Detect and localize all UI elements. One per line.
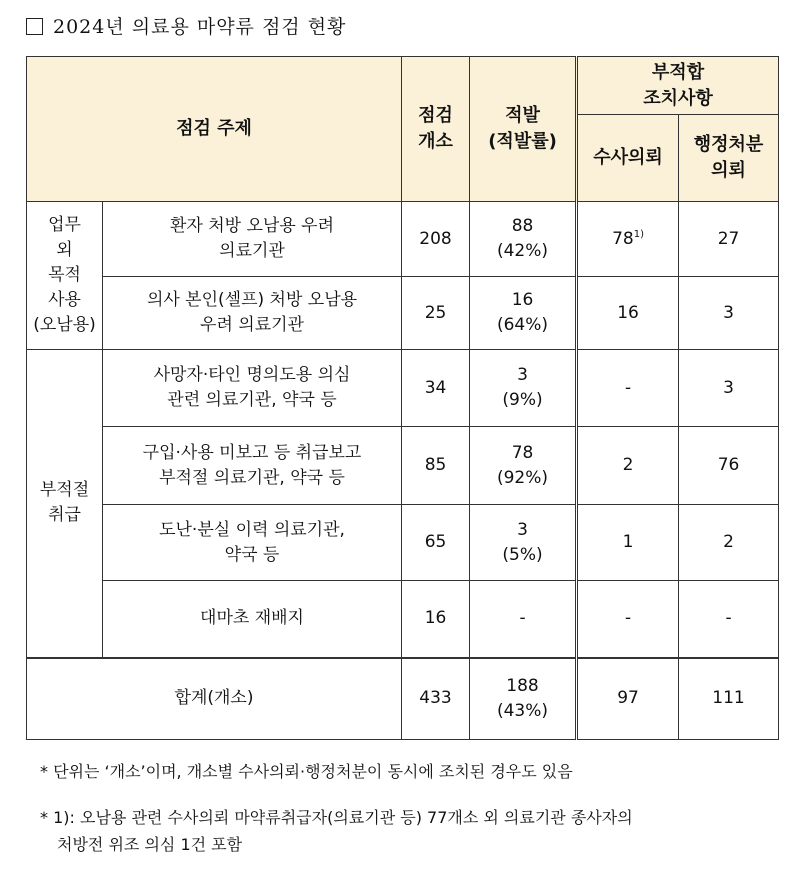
- row-subject: 도난·분실 이력 의료기관, 약국 등: [103, 505, 402, 581]
- row-admin: 76: [679, 427, 779, 505]
- total-label: 합계(개소): [27, 658, 402, 740]
- row-subject: 구입·사용 미보고 등 취급보고 부적절 의료기관, 약국 등: [103, 427, 402, 505]
- row-subject: 사망자·타인 명의도용 의심 관련 의료기관, 약국 등: [103, 350, 402, 427]
- total-row: [27, 658, 779, 740]
- table-row: [27, 277, 779, 350]
- row-investigation: 1: [577, 505, 679, 581]
- header-investigation: 수사의뢰: [577, 115, 679, 202]
- row-count: 85: [402, 427, 470, 505]
- row-found: 78 (92%): [470, 427, 577, 505]
- row-count: 25: [402, 277, 470, 350]
- row-count: 34: [402, 350, 470, 427]
- row-found: 3 (5%): [470, 505, 577, 581]
- row-count: 208: [402, 202, 470, 277]
- total-count: 433: [402, 658, 470, 740]
- row-investigation: -: [577, 350, 679, 427]
- total-found: 188 (43%): [470, 658, 577, 740]
- category-improper-handling: 부적절 취급: [27, 350, 103, 658]
- row-found: 16 (64%): [470, 277, 577, 350]
- row-investigation: 78$^{1)}$: [577, 202, 679, 277]
- row-found: 88 (42%): [470, 202, 577, 277]
- header-row-1: [27, 57, 779, 115]
- table-row: [27, 350, 779, 427]
- row-investigation: -: [577, 581, 679, 658]
- row-subject: 의사 본인(셀프) 처방 오남용 우려 의료기관: [103, 277, 402, 350]
- footnote-mark: 1): [633, 228, 644, 240]
- row-investigation: 16: [577, 277, 679, 350]
- row-admin: 2: [679, 505, 779, 581]
- checkbox-square-icon: [26, 18, 43, 35]
- row-admin: 3: [679, 350, 779, 427]
- row-admin: 27: [679, 202, 779, 277]
- total-admin: 111: [679, 658, 779, 740]
- row-subject: 대마초 재배지: [103, 581, 402, 658]
- row-found: -: [470, 581, 577, 658]
- header-found: 적발 (적발률): [470, 57, 577, 202]
- table-row: [27, 505, 779, 581]
- row-subject: 환자 처방 오남용 우려 의료기관: [103, 202, 402, 277]
- header-actions: 부적합 조치사항: [577, 57, 779, 115]
- table-row: [27, 581, 779, 658]
- row-found: 3 (9%): [470, 350, 577, 427]
- total-investigation: 97: [577, 658, 679, 740]
- table-row: [27, 427, 779, 505]
- row-count: 16: [402, 581, 470, 658]
- row-investigation: 2: [577, 427, 679, 505]
- document-title: 2024년 의료용 마약류 점검 현황: [26, 12, 346, 39]
- header-admin: 행정처분 의뢰: [679, 115, 779, 202]
- row-admin: 3: [679, 277, 779, 350]
- header-subject: 점검 주제: [27, 57, 402, 202]
- row-admin: -: [679, 581, 779, 658]
- header-count: 점검 개소: [402, 57, 470, 202]
- inspection-status-table: [26, 56, 779, 740]
- footnote-1: * 1): 오남용 관련 수사의뢰 마약류취급자(의료기관 등) 77개소 외 의료기관 종사자의 처방전 위조 의심 1건 포함: [40, 808, 633, 854]
- row-count: 65: [402, 505, 470, 581]
- category-misuse: 업무 외 목적 사용 (오남용): [27, 202, 103, 350]
- footnote-unit: * 단위는 ‘개소’이며, 개소별 수사의뢰·행정처분이 동시에 조치된 경우도 있음: [40, 762, 573, 781]
- table-row: [27, 202, 779, 277]
